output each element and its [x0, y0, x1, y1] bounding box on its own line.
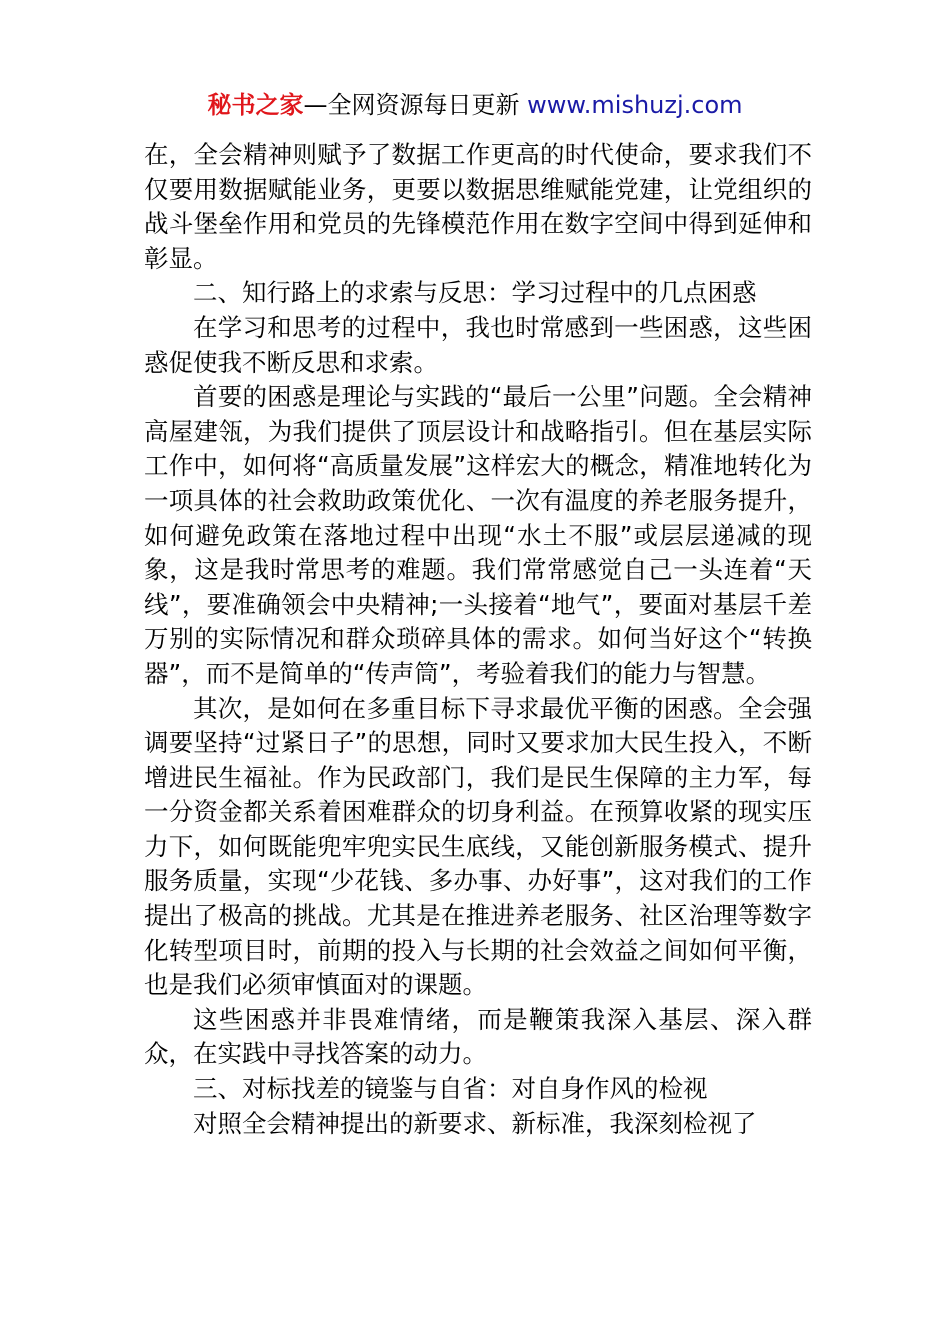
document-body: [144, 138, 812, 1141]
section-heading: 三、对标找差的镜鉴与自省：对自身作风的检视: [193, 1074, 708, 1104]
section-heading: 二、知行路上的求索与反思：学习过程中的几点困惑: [193, 278, 757, 308]
body-paragraph: 在学习和思考的过程中，我也时常感到一些困惑，这些困惑促使我不断反思和求索。: [144, 312, 812, 377]
brand-name: 秘书之家: [207, 91, 304, 119]
site-url-link[interactable]: www.mishuzj.com: [527, 91, 743, 119]
body-paragraph: 这些困惑并非畏难情绪，而是鞭策我深入基层、深入群众，在实践中寻找答案的动力。: [144, 1004, 812, 1069]
page-header: [0, 88, 950, 122]
body-paragraph: 首要的困惑是理论与实践的“最后一公里”问题。全会精神高屋建瓴，为我们提供了顶层设计和战略指引。但在基层实际工作中，如何将“高质量发展”这样宏大的概念，精准地转化为一项具体的社会救助政策优化、一次有温度的养老服务提升，如何避免政策在落地过程中出现“水土不服”或层层递减的现象，这是我时常思考的难题。我们常常感觉自己一头连着“天线”，要准确领会中央精神;一头接着“地气”，要面对基层千差万别的实际情况和群众琐碎具体的需求。如何当好这个“转换器”，而不是简单的“传声筒”，考验着我们的能力与智慧。: [144, 382, 812, 688]
body-paragraph: 其次，是如何在多重目标下寻求最优平衡的困惑。全会强调要坚持“过紧日子”的思想，同时又要求加大民生投入，不断增进民生福祉。作为民政部门，我们是民生保障的主力军，每一分资金都关系着困难群众的切身利益。在预算收紧的现实压力下，如何既能兜牢兜实民生底线，又能创新服务模式、提升服务质量，实现“少花钱、多办事、办好事”，这对我们的工作提出了极高的挑战。尤其是在推进养老服务、社区治理等数字化转型项目时，前期的投入与长期的社会效益之间如何平衡，也是我们必须审慎面对的课题。: [144, 693, 812, 1000]
header-tagline: —全网资源每日更新: [303, 91, 528, 119]
body-paragraph: 在，全会精神则赋予了数据工作更高的时代使命，要求我们不仅要用数据赋能业务，更要以数据思维赋能党建，让党组织的战斗堡垒作用和党员的先锋模范作用在数字空间中得到延伸和彰显。: [144, 140, 812, 273]
body-paragraph: 对照全会精神提出的新要求、新标准，我深刻检视了: [193, 1108, 757, 1138]
